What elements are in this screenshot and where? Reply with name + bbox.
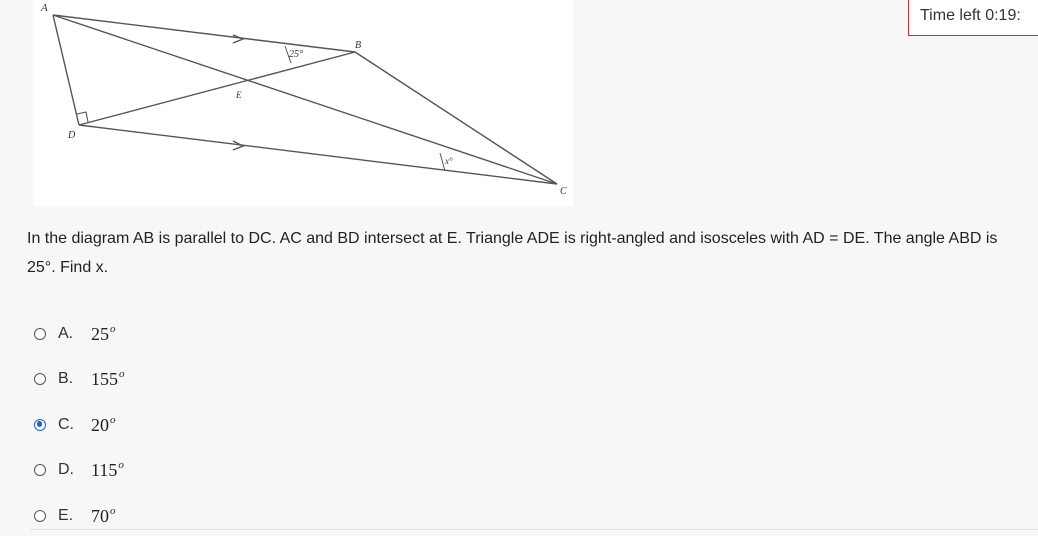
angle-label-x: x° <box>445 156 453 166</box>
radio-button-b[interactable] <box>34 373 46 385</box>
segment-ab <box>53 15 355 52</box>
label-e: E <box>236 90 242 100</box>
answer-value: 20$^o$ <box>91 413 116 435</box>
answer-option-d[interactable] <box>34 448 434 494</box>
time-left-text: Time left 0:19: <box>920 7 1021 24</box>
radio-button-a[interactable] <box>34 328 46 340</box>
label-d: D <box>68 130 76 141</box>
answer-option-b[interactable] <box>34 357 434 403</box>
radio-button-c[interactable] <box>34 419 46 431</box>
answer-value: 115$^o$ <box>91 459 124 481</box>
answer-value: 155$^o$ <box>91 368 125 390</box>
geometry-diagram <box>33 0 573 206</box>
segment-db <box>79 52 355 125</box>
label-a: A <box>41 2 48 14</box>
segment-ac <box>53 15 557 184</box>
parallel-arrow-dc <box>233 141 243 150</box>
divider <box>30 529 1038 530</box>
answer-letter: E. <box>58 506 74 524</box>
answer-letter: D. <box>58 461 74 479</box>
diagram-svg <box>33 0 573 206</box>
segment-bc <box>355 52 557 184</box>
time-left-indicator <box>908 0 1038 36</box>
radio-button-e[interactable] <box>34 510 46 522</box>
answer-option-c[interactable] <box>34 402 434 448</box>
radio-button-d[interactable] <box>34 464 46 476</box>
answer-value: 25$^o$ <box>91 322 116 344</box>
answer-letter: C. <box>58 415 74 433</box>
answer-options <box>34 311 434 536</box>
segment-ad <box>53 15 79 125</box>
angle-label-abd: 25° <box>289 49 303 60</box>
answer-option-a[interactable] <box>34 311 434 357</box>
answer-value: 70$^o$ <box>91 504 116 526</box>
label-b: B <box>355 40 362 51</box>
answer-letter: B. <box>58 370 74 388</box>
parallel-arrow-ab <box>233 35 243 43</box>
label-c: C <box>560 186 567 197</box>
answer-letter: A. <box>58 324 74 342</box>
question-text: In the diagram AB is parallel to DC. AC and BD intersect at E. Triangle ADE is right-angled and isosceles with AD = DE. The angle ABD is 25°. Find x. <box>27 230 998 276</box>
segment-dc <box>79 125 557 184</box>
